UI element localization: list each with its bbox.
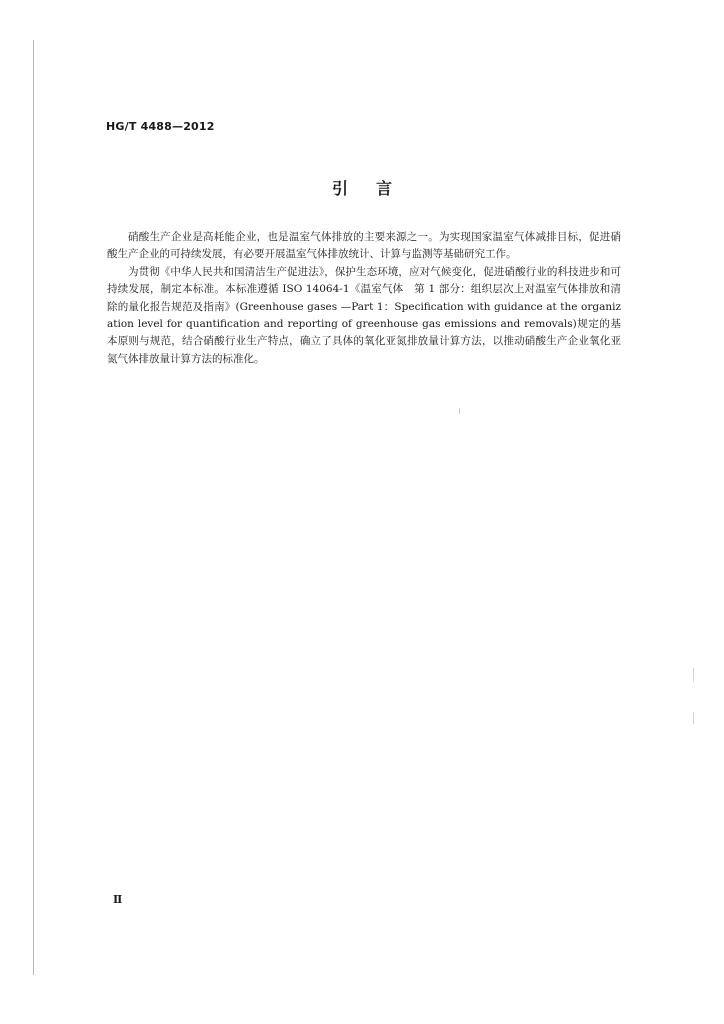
scan-mark: [693, 668, 694, 682]
paragraph-1: 硝酸生产企业是高耗能企业，也是温室气体排放的主要来源之一。为实现国家温室气体减排目标，促进硝酸生产企业的可持续发展，有必要开展温室气体排放统计、计算与监测等基础研究工作。: [107, 231, 621, 261]
introduction-body: [107, 229, 621, 368]
paragraph-2: 为贯彻《中华人民共和国清洁生产促进法》，保护生态环境，应对气候变化，促进硝酸行业的科技进步和可持续发展，制定本标准。本标准遵循 ISO 14064-1《温室气体 第 1 部分：组织层次上对温室气体排放和清除的量化报告规范及指南》(Greenhouse gases —Part 1：Specification with guidance at the organization level for quantification and reporting of greenhouse gas emissions and removals)规定的基本原则与规范，结合硝酸行业生产特点，确立了具体的氧化亚氮排放量计算方法，以推动硝酸生产企业氧化亚氮气体排放量计算方法的标准化。: [107, 265, 621, 365]
section-title: 引言: [331, 179, 420, 198]
scan-speck: [459, 408, 460, 414]
scan-mark: [693, 712, 694, 724]
document-code: HG/T 4488—2012: [106, 120, 215, 133]
page-number: Ⅱ: [113, 893, 123, 906]
